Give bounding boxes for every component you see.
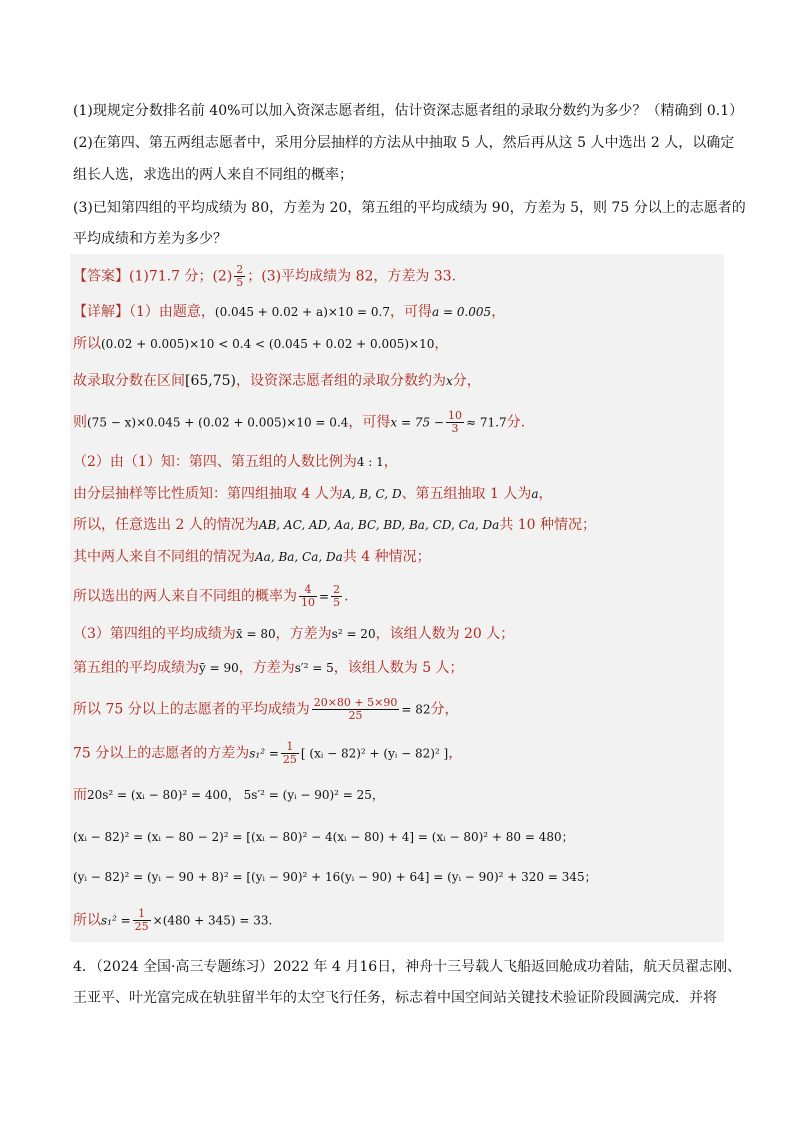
part2-line-3: 所以，任意选出 2 人的情况为AB, AC, AD, Aa, BC, BD, Ba, CD, Ca, Da共 10 种情况； <box>73 517 597 533</box>
question-part-2-line-1: (2)在第四、第五两组志愿者中，采用分层抽样的方法从中抽取 5 人，然后再从这 5 人中选出 2 人，以确定 <box>73 135 735 151</box>
detail-line-4: 则(75 − x)×0.045 + (0.02 + 0.005)×10 = 0.4，可得x = 75 − $\frac{10}{3}$ ≈ 71.7分. <box>73 409 526 435</box>
part3-line-5: 而20s² = (xᵢ − 80)² = 400， 5s′² = (yᵢ − 90)² = 25， <box>73 787 384 803</box>
detail-line-2: 所以(0.02 + 0.005)×10 < 0.4 < (0.045 + 0.02 + 0.005)×10， <box>73 336 449 352</box>
part2-line-2: 由分层抽样等比性质知：第四组抽取 4 人为A, B, C, D、第五组抽取 1 人为a， <box>73 486 553 502</box>
part2-line-1: （2）由（1）知：第四、第五组的人数比例为4 : 1， <box>73 454 398 470</box>
part3-line-6: (xᵢ − 82)² = (xᵢ − 80 − 2)² = [(xᵢ − 80)² − 4(xᵢ − 80) + 4] = (xᵢ − 80)² + 80 = 480； <box>73 830 574 844</box>
part3-line-8: 所以s₁² = $\frac{1}{25}$ ×(480 + 345) = 33. <box>73 907 273 933</box>
part3-line-7: (yᵢ − 82)² = (yᵢ − 90 + 8)² = [(yᵢ − 90)² + 16(yᵢ − 90) + 64] = (yᵢ − 90)² + 320 = 345； <box>73 870 597 884</box>
part3-line-4: 75 分以上的志愿者的方差为s₁² = $\frac{1}{25}$ [ (xᵢ − 82)² + (yᵢ − 82)² ]， <box>73 740 463 766</box>
part3-line-1: （3）第四组的平均成绩为x̄ = 80，方差为s² = 20，该组人数为 20 人； <box>73 626 515 642</box>
part3-line-2: 第五组的平均成绩为ȳ = 90，方差为s′² = 5，该组人数为 5 人； <box>73 660 464 676</box>
detail-label: 【详解】 <box>73 304 129 320</box>
next-question-line-2: 王亚平、叶光富完成在轨驻留半年的太空飞行任务，标志着中国空间站关键技术验证阶段圆满完成．并将 <box>73 990 717 1006</box>
next-question-line-1: 4．（2024 全国·高三专题练习）2022 年 4 月16日，神舟十三号载人飞船返回舱成功着陆，航天员翟志刚、 <box>73 959 742 975</box>
answer-fraction: $\frac{2}{5}$ <box>236 263 244 289</box>
answer-line: 【答案】(1)71.7 分；(2) $\frac{2}{5}$ ；(3)平均成绩为 82，方差为 33. <box>73 263 457 289</box>
part2-line-5: 所以选出的两人来自不同组的概率为 $\frac{4}{10}$ = $\frac{2}{5}$ . <box>73 583 349 609</box>
part3-line-3: 所以 75 分以上的志愿者的平均成绩为 $\frac{20\times 80 + 5\times 90}{25}$ = 82分， <box>73 696 459 722</box>
question-part-1: (1)现规定分数排名前 40%可以加入资深志愿者组，估计资深志愿者组的录取分数约为多少？（精确到 0.1） <box>73 103 744 119</box>
detail-line-1: 【详解】（1）由题意，(0.045 + 0.02 + a)×10 = 0.7，可得a = 0.005， <box>73 304 506 320</box>
question-part-3-line-1: (3)已知第四组的平均成绩为 80，方差为 20，第五组的平均成绩为 90，方差为 5，则 75 分以上的志愿者的 <box>73 200 746 216</box>
question-part-3-line-2: 平均成绩和方差为多少？ <box>73 231 227 247</box>
detail-line-3: 故录取分数在区间[65,75)，设资深志愿者组的录取分数约为x分， <box>73 373 481 389</box>
question-part-2-line-2: 组长人选，求选出的两人来自不同组的概率； <box>73 167 353 183</box>
answer-label: 【答案】 <box>73 268 129 285</box>
part2-line-4: 其中两人来自不同组的情况为Aa, Ba, Ca, Da共 4 种情况； <box>73 549 431 565</box>
